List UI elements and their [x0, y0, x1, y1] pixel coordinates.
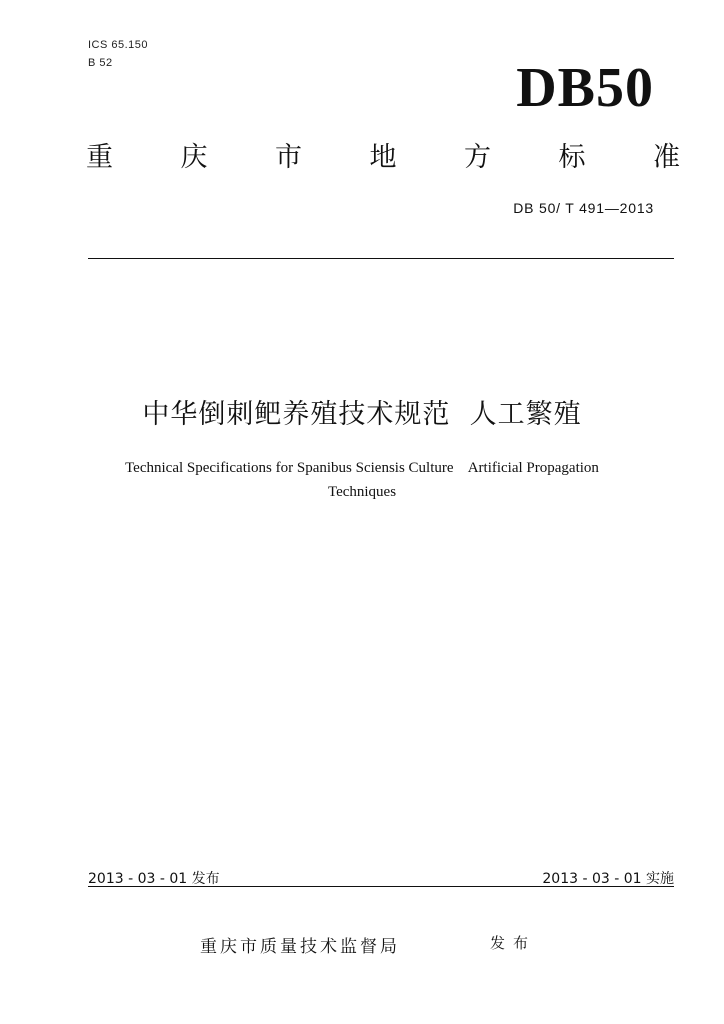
issuing-authority: 重庆市质量技术监督局 — [200, 937, 400, 957]
issue-date: 2013 - 03 - 01 发布 — [88, 871, 220, 887]
document-title-chinese: 中华倒刺鲃养殖技术规范 人工繁殖 — [142, 399, 582, 430]
implementation-date: 2013 - 03 - 01 实施 — [542, 871, 674, 887]
standard-type-char: 地 — [369, 142, 397, 173]
english-title-line-1: Technical Specifications for Spanibus Sciensis Culture Artificial Propagation — [125, 460, 599, 476]
ccs-code: B 52 — [88, 57, 113, 69]
standard-type-char: 市 — [275, 142, 302, 173]
standard-type-char: 重 — [86, 142, 113, 173]
standard-type-char: 标 — [558, 142, 586, 173]
document-title-english — [72, 456, 652, 504]
standard-type-char: 庆 — [180, 142, 208, 173]
issue-label: 发布 — [490, 934, 537, 952]
standard-type-char: 准 — [653, 142, 680, 173]
footer-divider — [88, 886, 674, 887]
ics-code: ICS 65.150 — [88, 39, 149, 51]
standard-number: DB 50/ T 491—2013 — [513, 200, 654, 216]
english-title-line-2: Techniques — [327, 484, 397, 500]
header-divider — [88, 258, 674, 259]
standard-type-heading — [86, 142, 680, 174]
standard-type-char: 方 — [464, 142, 491, 173]
db-logo: DB50 — [516, 57, 654, 119]
